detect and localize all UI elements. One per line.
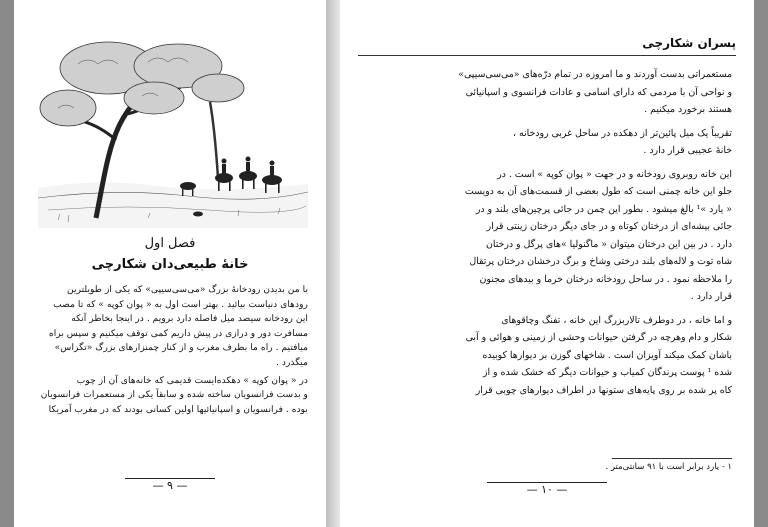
body-line: دارد . در بین این درختان میتوان « ماگنولیا »های پرگل و درختان bbox=[485, 238, 732, 250]
body-line: با من بدیدن رودخانهٔ بزرگ «می‌سی‌سیپی» که یکی از طویلترین bbox=[67, 284, 308, 295]
footnote-rule bbox=[612, 458, 732, 459]
chapter-number: فصل اول bbox=[144, 236, 196, 251]
right-page bbox=[340, 0, 754, 527]
body-line: بوده . فرانسویان و اسپانیائیها اولین کسانی بودند که در مغرب آمریکا bbox=[48, 403, 308, 415]
body-line: « یارد »¹ بالغ میشود . بطور این چمن در جائی پرچین‌های بلند و در bbox=[475, 203, 732, 215]
body-line: رودهای دنیاست بیائید . بهتر است اول به « پوان کوپه » که تا مصب bbox=[53, 298, 308, 310]
footnote: ۱ - یارد برابر است با ۹۱ سانتی‌متر . bbox=[605, 462, 732, 472]
body-line: مسافرت دور و درازی در پیش داریم کمی توقف میکنیم و سپس براه bbox=[48, 327, 308, 339]
body-line: خانهٔ عجیبی قرار دارد . bbox=[643, 145, 732, 156]
header-rule bbox=[358, 55, 736, 56]
body-line: و بدست فرانسویان ساخته شده و سابقاً یکی از مستعمرات فرانسویان bbox=[40, 389, 308, 401]
body-line: و نواحی آن با مردمی که دارای اسامی و عادات فرانسوی و اسپانیائی bbox=[465, 86, 732, 98]
chapter-title: خانهٔ طبیعی‌دان شکارچی bbox=[91, 257, 249, 272]
body-line: شده ¹ پوست پرندگان کمیاب و حیوانات دیگر که خشک شده و از bbox=[482, 367, 732, 378]
body-line: میگذرد . bbox=[276, 356, 308, 368]
book-gutter bbox=[326, 0, 340, 527]
body-line: قرار دارد . bbox=[690, 291, 732, 302]
body-line: باشان کمک میکند آویزان است . شاخهای گوزن بر دیوارها کوبیده bbox=[482, 349, 732, 361]
body-line: و اما خانه ، در دوطرف تالاربزرگ این خانه ، تفنگ وچاقوهای bbox=[501, 314, 732, 326]
running-head: پسران شکارچی bbox=[642, 36, 736, 50]
body-line: این رودخانه سیصد میل فاصله دارد برویم . در اینجا بخاطر آنکه bbox=[71, 313, 308, 325]
page-number-text: — ۱۰ — bbox=[487, 482, 607, 496]
body-line: هستند برخورد میکنیم . bbox=[644, 104, 732, 115]
hunters-landscape-illustration bbox=[38, 28, 308, 228]
body-line: شاه توت و لاله‌های بلند درختی وشاخ و برگ درخشان درختان پرتقال bbox=[469, 256, 732, 267]
body-line: این خانه روبروی رودخانه و در جهت « پوان کوپه » است . در bbox=[497, 168, 732, 180]
body-line: شکار و دام وهرچه در گرفتن حیوانات وحشی از زمینی و هوائی و آبی bbox=[465, 332, 732, 343]
page-number bbox=[340, 482, 754, 496]
right-body-text bbox=[372, 66, 732, 399]
left-body-text bbox=[36, 283, 308, 417]
body-line: میافتیم . راه ما بطرف مغرب و از کنار چمنزارهای بزرگ «تگزاس» bbox=[54, 342, 308, 354]
body-line: مستعمراتی بدست آوردند و ما امروزه در تمام درّه‌های «می‌سی‌سیپی» bbox=[458, 69, 732, 80]
body-line: جائی بیشه‌ای از درختان کوتاه و در جای دیگر درختان زینتی قرار bbox=[486, 221, 732, 232]
body-line: در « پوان کوپه » دهکده‌ایست قدیمی که خانه‌های آن از چوب bbox=[76, 374, 308, 386]
body-line: کاه پر شده بر روی پایه‌های ستونها در اطراف دیوارهای چوبی قرار bbox=[475, 384, 732, 396]
body-line: جلو این خانه چمنی است که طول بعضی از قسمت‌های آن به دویست bbox=[464, 186, 732, 197]
page-number-text: — ۹ — bbox=[125, 478, 215, 492]
body-line: تقریباً یک میل پائین‌تر از دهکده در ساحل غربی رودخانه ، bbox=[512, 127, 732, 139]
page-number bbox=[14, 478, 326, 492]
left-page bbox=[14, 0, 326, 527]
body-line: را ملاحظه نمود . در ساحل رودخانه درختان خرما و بیدهای مجنون bbox=[479, 273, 732, 285]
